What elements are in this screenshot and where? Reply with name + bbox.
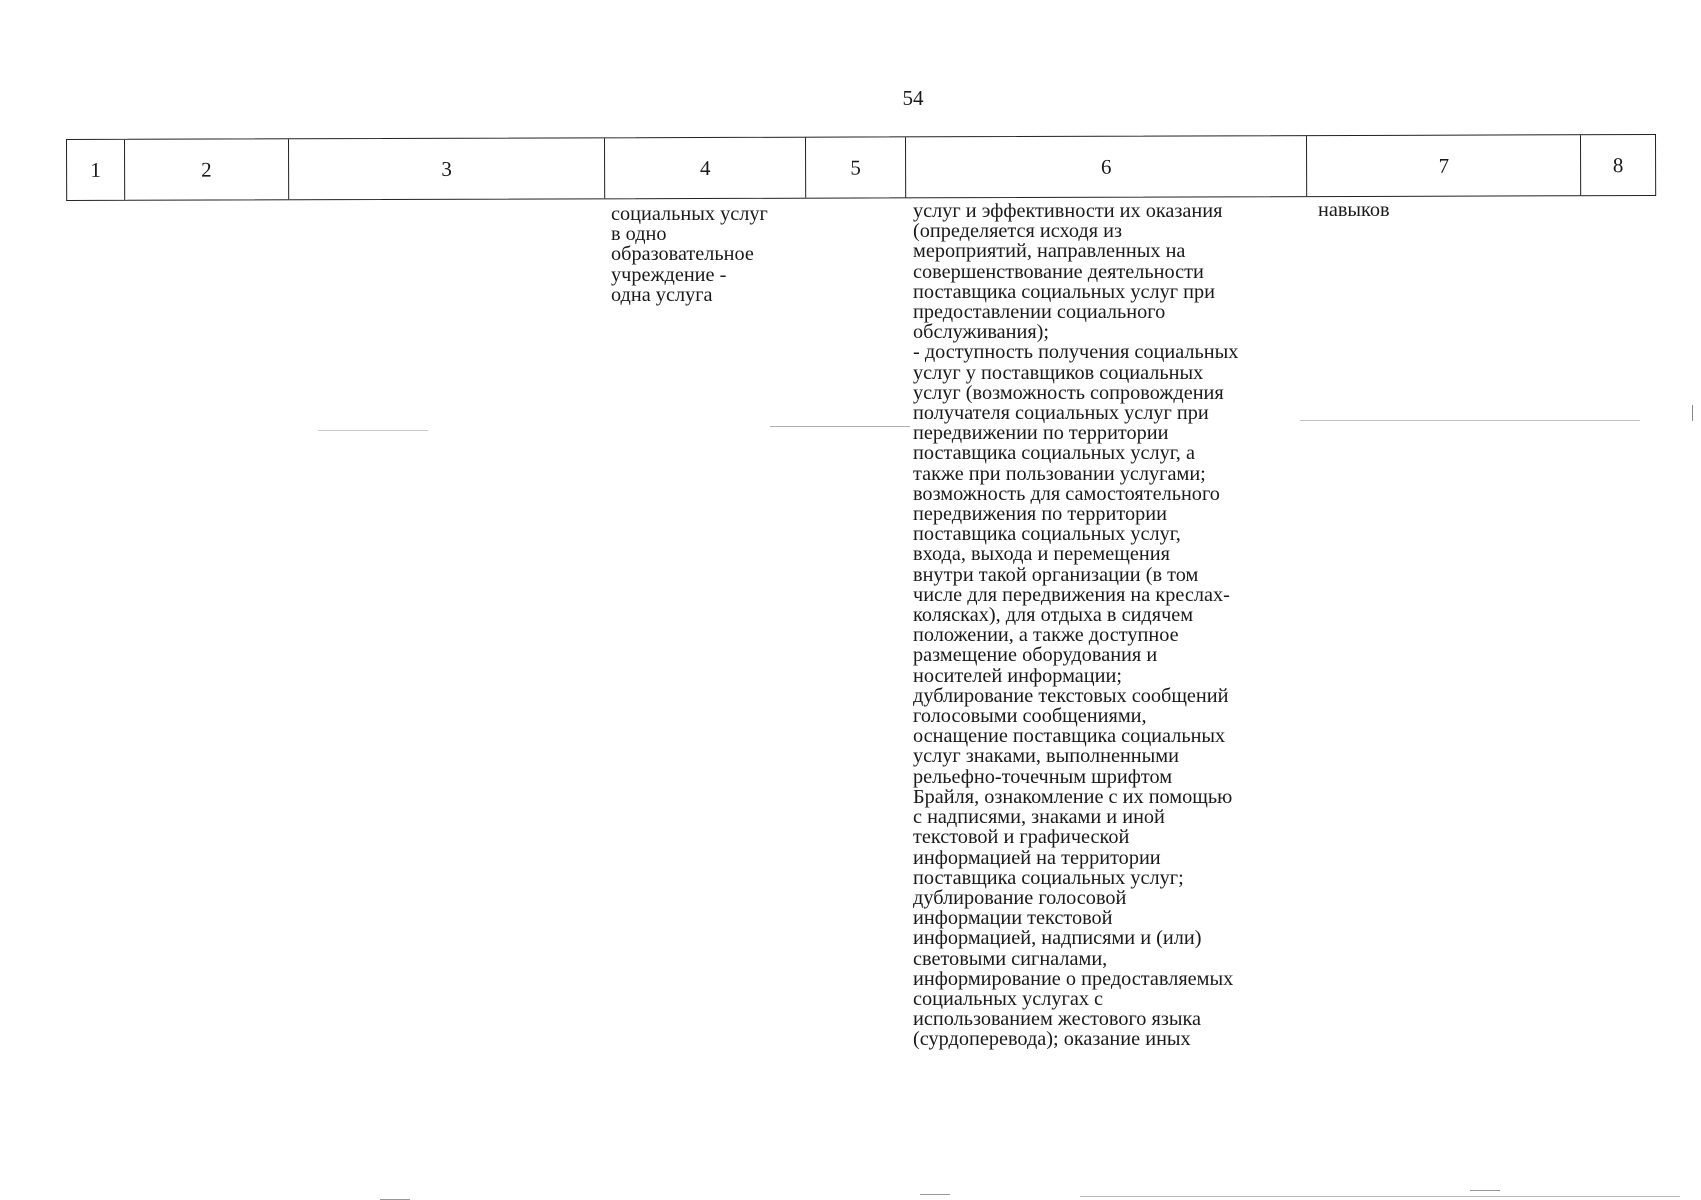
scan-artifact bbox=[1080, 1196, 1680, 1197]
page-number: 54 bbox=[902, 86, 924, 110]
header-cell-3: 3 bbox=[288, 138, 605, 199]
header-cell-1: 1 bbox=[90, 157, 101, 182]
header-cell-2: 2 bbox=[124, 139, 288, 200]
table-header-row bbox=[66, 134, 1656, 201]
header-cell-7: 7 bbox=[1306, 135, 1580, 196]
table-cell-col6: услуг и эффективности их оказания (определяется исходя из мероприятий, направленных на совершенствование деятельности поставщика социальных услуг при предоставлении социального обслуживания); - доступность получения социальных услуг у поставщиков социальных услуг (возможность сопровождения получателя социальных услуг при передвижении по территории поставщика социальных услуг, а также при пользовании услугами; возможность для самостоятельного передвижения по территории поставщика социальных услуг, входа, выхода и перемещения внутри такой организации (в том числе для передвижения на креслах- колясках), для отдыха в сидячем положении, а также доступное размещение оборудования и носителей информации; дублирование текстовых сообщений голосовыми сообщениями, оснащение поставщика социальных услуг знаками, выполненными рельефно-точечным шрифтом Брайля, ознакомление с их помощью с надписями, знаками и иной текстовой и графической информацией на территории поставщика социальных услуг; дублирование голосовой информации текстовой информацией, надписями и (или) световыми сигналами, информирование о предоставляемых социальных услугах с использованием жестового языка (сурдоперевода); оказание иных bbox=[913, 200, 1239, 1051]
header-cell-8: 8 bbox=[1580, 135, 1655, 195]
header-cell-4: 4 bbox=[604, 138, 805, 199]
header-cell-6: 6 bbox=[905, 136, 1307, 197]
scan-artifact bbox=[770, 426, 910, 427]
header-cell-5: 5 bbox=[805, 137, 905, 197]
scan-artifact bbox=[1300, 420, 1640, 421]
scan-artifact bbox=[1470, 1190, 1500, 1191]
scan-artifact bbox=[920, 1194, 950, 1195]
scan-artifact bbox=[318, 430, 428, 431]
table-cell-col4: социальных услуг в одно образовательное учреждение - одна услуга bbox=[611, 203, 768, 306]
scan-artifact bbox=[1692, 405, 1693, 421]
table-cell-col7: навыков bbox=[1318, 199, 1390, 221]
